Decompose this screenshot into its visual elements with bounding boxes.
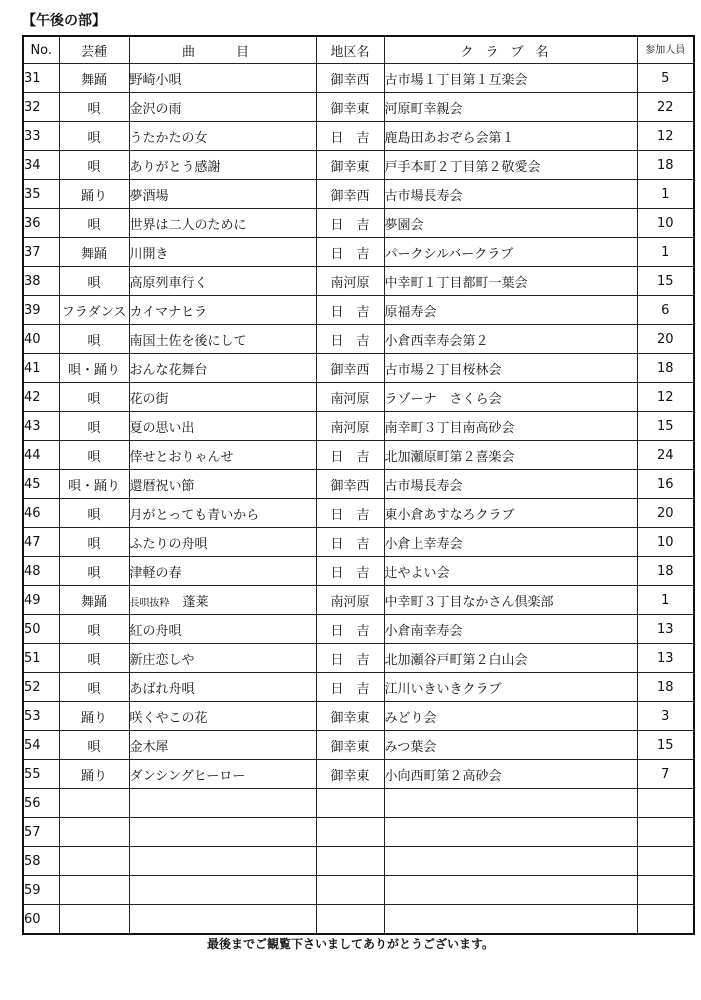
song-title-cell: 還暦祝い節: [129, 470, 316, 499]
genre-cell: [59, 847, 129, 876]
genre-cell: 唄: [59, 383, 129, 412]
participant-count-cell: 13: [637, 615, 694, 644]
table-row: [23, 383, 694, 412]
song-title-cell: [129, 905, 316, 935]
club-name-cell: [384, 847, 637, 876]
district-cell: 御幸西: [316, 64, 384, 93]
participant-count-cell: 18: [637, 557, 694, 586]
genre-cell: 唄: [59, 441, 129, 470]
table-row: [23, 789, 694, 818]
district-cell: 御幸東: [316, 760, 384, 789]
genre-cell: [59, 905, 129, 935]
table-row: [23, 876, 694, 905]
participant-count-cell: [637, 905, 694, 935]
genre-cell: 唄: [59, 267, 129, 296]
song-title: 蓬莱: [182, 594, 209, 610]
table-row: [23, 325, 694, 354]
row-number: 60: [23, 905, 59, 935]
genre-cell: 唄: [59, 731, 129, 760]
district-cell: 南河原: [316, 267, 384, 296]
district-cell: 御幸東: [316, 93, 384, 122]
club-name-cell: 古市場１丁目第１互楽会: [384, 64, 637, 93]
row-number: 47: [23, 528, 59, 557]
song-title-cell: 紅の舟唄: [129, 615, 316, 644]
genre-cell: 踊り: [59, 760, 129, 789]
club-name-cell: 小倉南幸寿会: [384, 615, 637, 644]
district-cell: 日 吉: [316, 615, 384, 644]
district-cell: [316, 818, 384, 847]
table-row: [23, 151, 694, 180]
row-number: 35: [23, 180, 59, 209]
genre-cell: 唄: [59, 528, 129, 557]
participant-count-cell: 3: [637, 702, 694, 731]
participant-count-cell: 1: [637, 586, 694, 615]
district-cell: 日 吉: [316, 122, 384, 151]
row-number: 36: [23, 209, 59, 238]
participant-count-cell: 10: [637, 528, 694, 557]
district-cell: [316, 847, 384, 876]
district-cell: 日 吉: [316, 238, 384, 267]
row-number: 54: [23, 731, 59, 760]
table-row: [23, 412, 694, 441]
district-cell: 日 吉: [316, 499, 384, 528]
club-name-cell: 東小倉あすなろクラブ: [384, 499, 637, 528]
district-cell: 南河原: [316, 383, 384, 412]
row-number: 57: [23, 818, 59, 847]
district-cell: 日 吉: [316, 557, 384, 586]
club-name-cell: 古市場２丁目桜林会: [384, 354, 637, 383]
header-district: 地区名: [316, 36, 384, 64]
table-body: [23, 64, 694, 935]
song-title-cell: うたかたの女: [129, 122, 316, 151]
participant-count-cell: 15: [637, 267, 694, 296]
header-no: No.: [23, 36, 59, 64]
district-cell: 御幸東: [316, 702, 384, 731]
row-number: 37: [23, 238, 59, 267]
table-row: [23, 180, 694, 209]
participant-count-cell: 24: [637, 441, 694, 470]
table-row: [23, 818, 694, 847]
row-number: 53: [23, 702, 59, 731]
table-row: [23, 528, 694, 557]
row-number: 59: [23, 876, 59, 905]
table-row: [23, 441, 694, 470]
song-title-cell: カイマナヒラ: [129, 296, 316, 325]
song-title-cell: 世界は二人のために: [129, 209, 316, 238]
table-row: [23, 615, 694, 644]
table-row: [23, 586, 694, 615]
song-title-cell: 金木犀: [129, 731, 316, 760]
table-row: [23, 354, 694, 383]
song-prefix: 長唄抜粋: [129, 597, 170, 609]
table-row: [23, 731, 694, 760]
participant-count-cell: 15: [637, 412, 694, 441]
participant-count-cell: 1: [637, 238, 694, 267]
participant-count-cell: 12: [637, 122, 694, 151]
row-number: 52: [23, 673, 59, 702]
row-number: 33: [23, 122, 59, 151]
club-name-cell: 北加瀬谷戸町第２白山会: [384, 644, 637, 673]
club-name-cell: 小向西町第２高砂会: [384, 760, 637, 789]
table-header-row: [23, 36, 694, 64]
table-row: [23, 847, 694, 876]
district-cell: 日 吉: [316, 296, 384, 325]
row-number: 38: [23, 267, 59, 296]
row-number: 58: [23, 847, 59, 876]
row-number: 45: [23, 470, 59, 499]
district-cell: 御幸西: [316, 354, 384, 383]
club-name-cell: ラゾーナ さくら会: [384, 383, 637, 412]
participant-count-cell: 1: [637, 180, 694, 209]
participant-count-cell: 18: [637, 673, 694, 702]
row-number: 40: [23, 325, 59, 354]
song-title-cell: 津軽の春: [129, 557, 316, 586]
row-number: 49: [23, 586, 59, 615]
song-title-cell: [129, 876, 316, 905]
participant-count-cell: 13: [637, 644, 694, 673]
club-name-cell: 夢園会: [384, 209, 637, 238]
genre-cell: 唄: [59, 93, 129, 122]
participant-count-cell: 18: [637, 354, 694, 383]
participant-count-cell: 15: [637, 731, 694, 760]
row-number: 56: [23, 789, 59, 818]
row-number: 39: [23, 296, 59, 325]
genre-cell: 唄: [59, 325, 129, 354]
table-row: [23, 644, 694, 673]
club-name-cell: 原福寿会: [384, 296, 637, 325]
club-name-cell: 戸手本町２丁目第２敬愛会: [384, 151, 637, 180]
genre-cell: 唄・踊り: [59, 354, 129, 383]
participant-count-cell: 20: [637, 499, 694, 528]
song-title-cell: [129, 847, 316, 876]
district-cell: 御幸東: [316, 151, 384, 180]
table-row: [23, 673, 694, 702]
club-name-cell: 古市場長寿会: [384, 470, 637, 499]
club-name-cell: 中幸町１丁目都町一葉会: [384, 267, 637, 296]
genre-cell: 唄: [59, 644, 129, 673]
row-number: 41: [23, 354, 59, 383]
section-title: 【午後の部】: [22, 13, 106, 29]
club-name-cell: 河原町幸親会: [384, 93, 637, 122]
participant-count-cell: [637, 876, 694, 905]
club-name-cell: 小倉西幸寿会第２: [384, 325, 637, 354]
club-name-cell: 小倉上幸寿会: [384, 528, 637, 557]
row-number: 51: [23, 644, 59, 673]
genre-cell: 踊り: [59, 180, 129, 209]
genre-cell: 唄: [59, 557, 129, 586]
district-cell: 御幸西: [316, 180, 384, 209]
district-cell: [316, 789, 384, 818]
genre-cell: 踊り: [59, 702, 129, 731]
club-name-cell: 江川いきいきクラブ: [384, 673, 637, 702]
program-table: [22, 35, 695, 935]
genre-cell: 唄: [59, 209, 129, 238]
table-row: [23, 238, 694, 267]
row-number: 31: [23, 64, 59, 93]
club-name-cell: 北加瀬原町第２喜楽会: [384, 441, 637, 470]
genre-cell: 唄: [59, 673, 129, 702]
club-name-cell: 古市場長寿会: [384, 180, 637, 209]
genre-cell: 舞踊: [59, 64, 129, 93]
row-number: 55: [23, 760, 59, 789]
song-title-cell: 月がとっても青いから: [129, 499, 316, 528]
participant-count-cell: 22: [637, 93, 694, 122]
club-name-cell: [384, 905, 637, 935]
table-row: [23, 905, 694, 935]
header-members: 参加人員: [637, 36, 694, 64]
district-cell: 日 吉: [316, 441, 384, 470]
genre-cell: [59, 876, 129, 905]
participant-count-cell: [637, 847, 694, 876]
table-row: [23, 64, 694, 93]
participant-count-cell: 5: [637, 64, 694, 93]
genre-cell: フラダンス: [59, 296, 129, 325]
district-cell: [316, 905, 384, 935]
song-title-cell: ありがとう感謝: [129, 151, 316, 180]
table-row: [23, 209, 694, 238]
table-row: [23, 267, 694, 296]
table-row: [23, 93, 694, 122]
song-title-cell: 川開き: [129, 238, 316, 267]
district-cell: 日 吉: [316, 673, 384, 702]
club-name-cell: みつ葉会: [384, 731, 637, 760]
song-title-cell: 夏の思い出: [129, 412, 316, 441]
participant-count-cell: 18: [637, 151, 694, 180]
club-name-cell: [384, 789, 637, 818]
row-number: 32: [23, 93, 59, 122]
participant-count-cell: [637, 789, 694, 818]
club-name-cell: パークシルバークラブ: [384, 238, 637, 267]
song-title-cell: [129, 789, 316, 818]
district-cell: 南河原: [316, 412, 384, 441]
participant-count-cell: 7: [637, 760, 694, 789]
table-row: [23, 296, 694, 325]
header-club: クラブ名: [384, 36, 637, 64]
participant-count-cell: 20: [637, 325, 694, 354]
club-name-cell: みどり会: [384, 702, 637, 731]
table-row: [23, 470, 694, 499]
table-row: [23, 702, 694, 731]
district-cell: 日 吉: [316, 209, 384, 238]
participant-count-cell: 6: [637, 296, 694, 325]
district-cell: 日 吉: [316, 528, 384, 557]
genre-cell: 舞踊: [59, 238, 129, 267]
club-name-cell: 中幸町３丁目なかさん倶楽部: [384, 586, 637, 615]
district-cell: [316, 876, 384, 905]
song-title-cell: ダンシングヒーロー: [129, 760, 316, 789]
row-number: 42: [23, 383, 59, 412]
table-row: [23, 557, 694, 586]
song-title-cell: 咲くやこの花: [129, 702, 316, 731]
district-cell: 御幸西: [316, 470, 384, 499]
genre-cell: 唄・踊り: [59, 470, 129, 499]
genre-cell: [59, 818, 129, 847]
genre-cell: 舞踊: [59, 586, 129, 615]
genre-cell: 唄: [59, 151, 129, 180]
row-number: 34: [23, 151, 59, 180]
song-title-cell: 高原列車行く: [129, 267, 316, 296]
district-cell: 日 吉: [316, 325, 384, 354]
table-row: [23, 122, 694, 151]
club-name-cell: 鹿島田あおぞら会第１: [384, 122, 637, 151]
district-cell: 南河原: [316, 586, 384, 615]
row-number: 46: [23, 499, 59, 528]
participant-count-cell: 16: [637, 470, 694, 499]
song-title-cell: 倖せとおりゃんせ: [129, 441, 316, 470]
row-number: 48: [23, 557, 59, 586]
song-title-cell: [129, 586, 316, 615]
participant-count-cell: [637, 818, 694, 847]
genre-cell: 唄: [59, 615, 129, 644]
genre-cell: [59, 789, 129, 818]
club-name-cell: 南幸町３丁目南高砂会: [384, 412, 637, 441]
row-number: 50: [23, 615, 59, 644]
song-title-cell: ふたりの舟唄: [129, 528, 316, 557]
genre-cell: 唄: [59, 122, 129, 151]
club-name-cell: [384, 818, 637, 847]
row-number: 43: [23, 412, 59, 441]
song-title-cell: 南国土佐を後にして: [129, 325, 316, 354]
club-name-cell: 辻やよい会: [384, 557, 637, 586]
row-number: 44: [23, 441, 59, 470]
song-title-cell: 花の街: [129, 383, 316, 412]
district-cell: 日 吉: [316, 644, 384, 673]
participant-count-cell: 10: [637, 209, 694, 238]
song-title-cell: 金沢の雨: [129, 93, 316, 122]
table-row: [23, 760, 694, 789]
song-title-cell: あばれ舟唄: [129, 673, 316, 702]
song-title-cell: [129, 818, 316, 847]
song-title-cell: 夢酒場: [129, 180, 316, 209]
genre-cell: 唄: [59, 412, 129, 441]
table-row: [23, 499, 694, 528]
header-song: 曲 目: [129, 36, 316, 64]
song-title-cell: おんな花舞台: [129, 354, 316, 383]
song-title-cell: 新庄恋しや: [129, 644, 316, 673]
genre-cell: 唄: [59, 499, 129, 528]
song-title-cell: 野崎小唄: [129, 64, 316, 93]
district-cell: 御幸東: [316, 731, 384, 760]
participant-count-cell: 12: [637, 383, 694, 412]
club-name-cell: [384, 876, 637, 905]
header-genre: 芸種: [59, 36, 129, 64]
closing-message: 最後までご観覧下さいましてありがとうございます。: [206, 937, 495, 951]
